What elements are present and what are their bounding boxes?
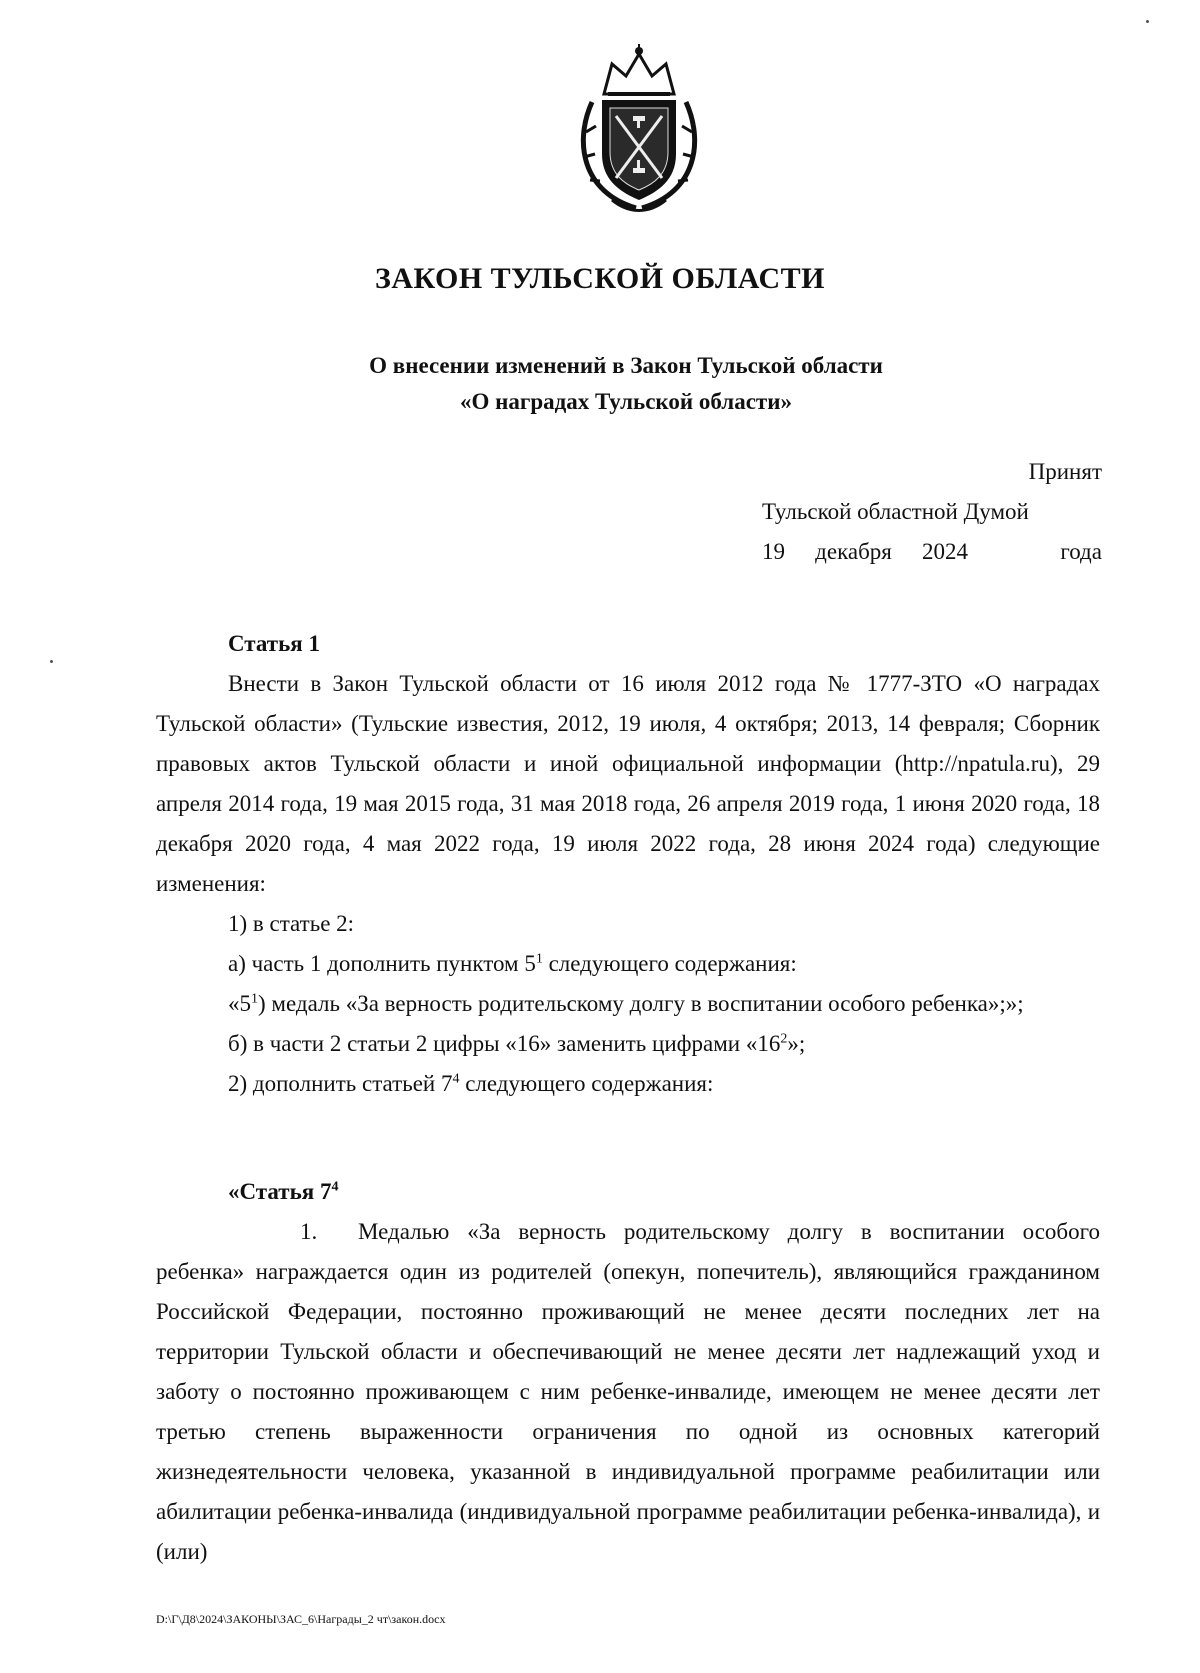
amendment-item-1: 1) в статье 2: [228,911,355,936]
adopted-by: Тульской областной Думой [762,499,1029,524]
amendment-quote: «$5^1$) медаль «За верность родительскому долгу в воспитании особого ребенка»;»; [228,991,1024,1016]
amendment-item-a: а) часть 1 дополнить пунктом $5^1$ следующего содержания: [228,951,797,976]
paragraph-number: 1. [300,1219,318,1244]
document-subtitle [0,348,1200,420]
file-path-footer: D:\Г\Д8\2024\ЗАКОНЫ\ЗАС_6\Награды_2 чт\закон.docx [156,1612,446,1626]
adoption-year-word: года [1060,539,1102,564]
article-7-4 [156,1172,1100,1572]
adoption-day: 19 [762,539,785,564]
amendment-item-b: б) в части 2 статьи 2 цифры «16» заменить цифрами «$16^2$»; [228,1031,806,1056]
article-1 [156,624,1100,1104]
coat-of-arms-icon [564,42,714,214]
adoption-month: декабря [815,539,892,564]
adopted-label: Принят [1028,459,1102,484]
article-7-4-para-1-first-line: 1. Медалью «За верность родительскому долгу в воспитании особого [156,1212,1100,1252]
adoption-block [762,452,1102,572]
adoption-date [762,532,1102,572]
article-1-heading: Статья 1 [228,631,320,656]
amendment-item-2: 2) дополнить статьей $7^4$ следующего содержания: [228,1071,714,1096]
article-1-intro: Внести в Закон Тульской области от 16 июля 2012 года № 1777-ЗТО «О наградах Тульской области» (Тульские известия, 2012, 19 июля, 4 октября; 2013, 14 февраля; Сборник правовых актов Тульской области и иной официальной информации (http://npatula.ru), 29 апреля 2014 года, 19 мая 2015 года, 31 мая 2018 года, 26 апреля 2019 года, 1 июня 2020 года, 18 декабря 2020 года, 4 мая 2022 года, 19 июля 2022 года, 28 июня 2024 года) следующие изменения: [156,671,1100,896]
subtitle-line-1: О внесении изменений в Закон Тульской области [369,353,883,378]
adoption-year: 2024 [922,539,969,564]
document-title: ЗАКОН ТУЛЬСКОЙ ОБЛАСТИ [375,262,825,295]
article-7-4-heading: «Статья $7^4$ [228,1179,339,1204]
scan-speck [50,660,53,663]
scan-speck [1146,20,1149,23]
article-7-4-para-1: ребенка» награждается один из родителей (опекун, попечитель), являющийся гражданином Российской Федерации, постоянно проживающий не менее десяти последних лет на территории Тульской области и обеспечивающий не менее десяти лет надлежащий уход и заботу о постоянно проживающем с ним ребенке-инвалиде, имеющем не менее десяти лет третью степень выраженности ограничения по одной из основных категорий жизнедеятельности человека, указанной в индивидуальной программе реабилитации или абилитации ребенка-инвалида (индивидуальной программе реабилитации ребенка-инвалида), и (или) [156,1259,1100,1564]
subtitle-line-2: «О наградах Тульской области» [460,389,792,414]
